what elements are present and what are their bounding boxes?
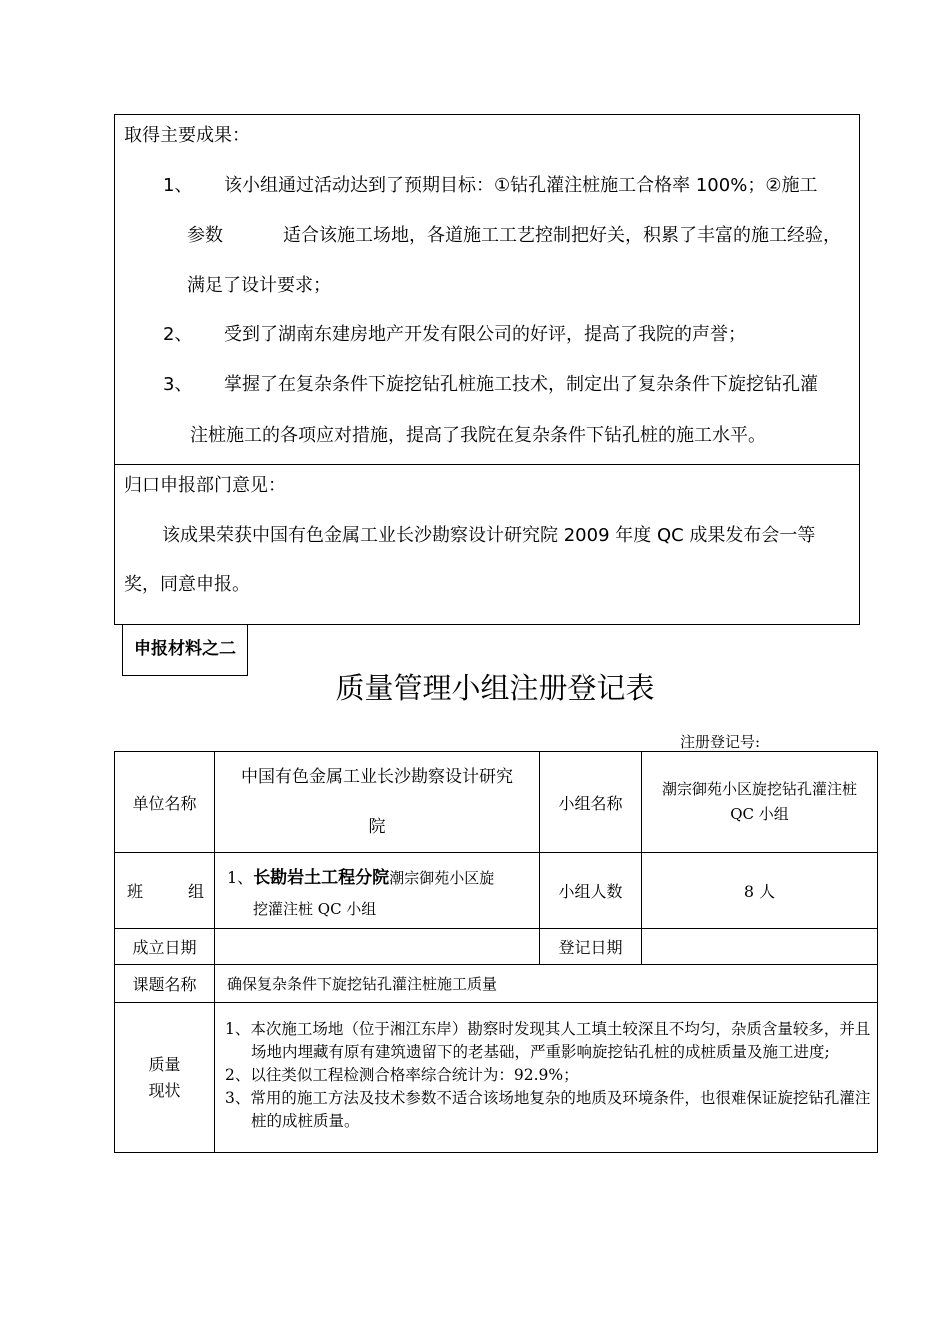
- group-name-label: 小组名称: [540, 752, 642, 853]
- status-item-1: 1、本次施工场地（位于湘江东岸）勘察时发现其人工填土较深且不均匀，杂质含量较多，并且场地内埋藏有原有建筑遗留下的老基础，严重影响旋挖钻孔桩的成桩质量及施工进度;: [225, 1020, 871, 1061]
- opinion-heading: 归口申报部门意见：: [124, 475, 286, 496]
- item1-number: 1、: [163, 175, 193, 196]
- status-value: [215, 1003, 878, 1153]
- unit-label: 单位名称: [115, 752, 215, 853]
- material-label: 申报材料之二: [122, 625, 248, 676]
- item1-line1: 该小组通过活动达到了预期目标：①钻孔灌注桩施工合格率 100%；②施工: [224, 175, 818, 196]
- registration-number-label: 注册登记号:: [680, 733, 761, 751]
- status-item-3: 3、常用的施工方法及技术参数不适合该场地复杂的地质及环境条件，也很难保证旋挖钻孔灌注桩的成桩质量。: [225, 1089, 871, 1130]
- team-value-prefix: 1、: [227, 867, 254, 887]
- achievements-heading: 取得主要成果：: [124, 125, 250, 146]
- team-label-b: 组: [187, 882, 204, 901]
- team-value: [215, 853, 540, 929]
- team-value-rest1: 潮宗御苑小区旋: [389, 868, 495, 887]
- table-row: [115, 929, 878, 965]
- unit-value: [215, 752, 540, 853]
- status-label: [115, 1003, 215, 1153]
- registered-label: 登记日期: [540, 929, 642, 965]
- item1-line2a: 参数: [187, 225, 223, 246]
- section-divider: [115, 464, 859, 465]
- team-value-rest2: 挖灌注桩 QC 小组: [253, 899, 377, 918]
- team-label-a: 班: [127, 882, 144, 901]
- unit-value-line1: 中国有色金属工业长沙勘察设计研究: [241, 767, 513, 787]
- item2-text: 受到了湖南东建房地产开发有限公司的好评，提高了我院的声誉；: [224, 324, 746, 345]
- topic-value: 确保复杂条件下旋挖钻孔灌注桩施工质量: [215, 965, 878, 1003]
- item3-number: 3、: [163, 374, 193, 395]
- table-row: [115, 752, 878, 853]
- item3-line1: 掌握了在复杂条件下旋挖钻孔桩施工技术，制定出了复杂条件下旋挖钻孔灌: [224, 374, 818, 395]
- registration-table: [114, 751, 878, 1153]
- item1-line2b: 适合该施工场地，各道施工工艺控制把好关，积累了丰富的施工经验，: [283, 225, 841, 246]
- status-item-2: 2、以往类似工程检测合格率综合统计为：92.9%；: [225, 1066, 579, 1084]
- opinion-line1: 该成果荣获中国有色金属工业长沙勘察设计研究院 2009 年度 QC 成果发布会一等: [162, 525, 816, 546]
- team-value-bold: 长勘岩土工程分院: [253, 867, 390, 888]
- unit-value-line2: 院: [368, 817, 386, 837]
- registered-value: [642, 929, 878, 965]
- topic-label: 课题名称: [115, 965, 215, 1003]
- members-value: 8 人: [642, 853, 878, 929]
- members-label: 小组人数: [540, 853, 642, 929]
- page-title: 质量管理小组注册登记表: [335, 671, 655, 705]
- status-label-line2: 现状: [148, 1080, 181, 1100]
- team-label: [115, 853, 215, 929]
- founded-label: 成立日期: [115, 929, 215, 965]
- opinion-line2: 奖，同意申报。: [124, 574, 250, 595]
- table-row: [115, 1003, 878, 1153]
- item3-line2: 注桩施工的各项应对措施，提高了我院在复杂条件下钻孔桩的施工水平。: [190, 425, 766, 446]
- founded-value: [215, 929, 540, 965]
- item1-line3: 满足了设计要求；: [187, 275, 331, 296]
- table-row: [115, 853, 878, 929]
- table-row: [115, 965, 878, 1003]
- item2-number: 2、: [163, 324, 193, 345]
- group-name-value: 潮宗御苑小区旋挖钻孔灌注桩 QC 小组: [642, 752, 878, 853]
- status-label-line1: 质量: [148, 1054, 181, 1074]
